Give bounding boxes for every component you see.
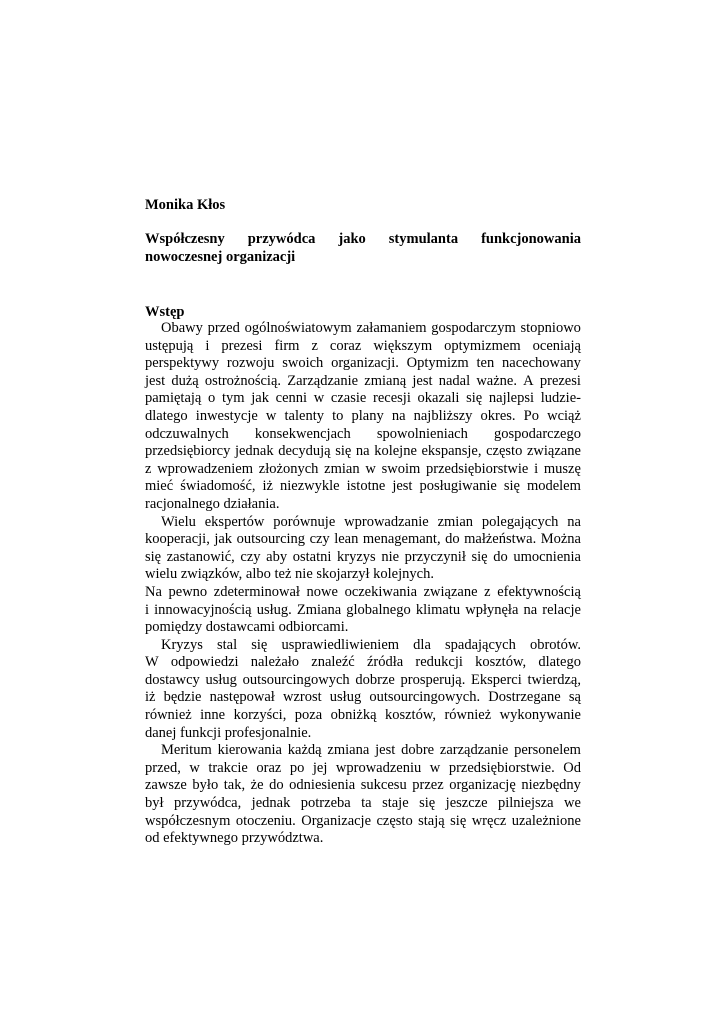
text-line: kooperacji, jak outsourcing czy lean menagemant, do małżeństwa. Można — [145, 531, 581, 548]
text-line: dostawcy usług outsourcingowych dobrze prosperują. Eksperci twierdzą, — [145, 671, 581, 688]
paragraph — [145, 637, 581, 743]
text-line: pomiędzy dostawcami odbiorcami. — [145, 619, 349, 636]
text-line: współczesnym otoczeniu. Organizacje często stają się wręcz uzależnione — [145, 812, 581, 829]
text-line: ustępują i prezesi firm z coraz większym optymizmem oceniają — [145, 337, 581, 354]
paragraph — [145, 514, 581, 584]
text-line: W odpowiedzi należało znaleźć źródła redukcji kosztów, dlatego — [145, 654, 581, 671]
body-text — [145, 320, 581, 848]
text-line: Meritum kierowania każdą zmiana jest dobre zarządzanie personelem — [161, 742, 581, 759]
text-line: przed, w trakcie oraz po jej wprowadzeniu w przedsiębiorstwie. Od — [145, 759, 581, 776]
text-line: dlatego inwestycje w talenty to plany na najbliższy okres. Po wciąż — [145, 407, 581, 424]
title-line-1: Współczesny przywódca jako stymulanta funkcjonowania — [145, 231, 581, 247]
text-line: danej funkcji profesjonalnie. — [145, 724, 312, 741]
text-line: się zastanowić, czy aby ostatni kryzys nie przyczynił się do umocnienia — [145, 548, 581, 565]
paragraph — [145, 584, 581, 637]
text-line: racjonalnego działania. — [145, 495, 280, 512]
author-name: Monika Kłos — [145, 197, 226, 213]
title-line-2: nowoczesnej organizacji — [145, 249, 296, 265]
paragraph — [145, 742, 581, 848]
text-line: pamiętają o tym jak cenni w czasie recesji okazali się najlepsi ludzie- — [145, 390, 581, 407]
text-line: od efektywnego przywództwa. — [145, 830, 324, 847]
text-line: również inne korzyści, poza obniżką kosztów, również wykonywanie — [145, 707, 581, 724]
text-line: jest dużą ostrożnością. Zarządzanie zmianą jest nadal ważne. A prezesi — [145, 372, 581, 389]
section-heading: Wstęp — [145, 304, 185, 320]
text-line: i innowacyjnością usług. Zmiana globalnego klimatu wpłynęła na relacje — [145, 601, 581, 618]
text-line: Kryzys stal się usprawiedliwieniem dla spadających obrotów. — [161, 636, 581, 653]
text-line: perspektywy rozwoju swoich organizacji. Optymizm ten nacechowany — [145, 355, 581, 372]
text-line: mieć świadomość, iż niezwykle istotne jest posługiwanie się modelem — [145, 478, 581, 495]
text-line: był przywódca, jednak potrzeba ta staje się jeszcze pilniejsza we — [145, 795, 581, 812]
paragraph — [145, 320, 581, 514]
text-line: Obawy przed ogólnoświatowym załamaniem gospodarczym stopniowo — [161, 320, 581, 336]
paper-title — [145, 230, 581, 266]
text-line: wielu związków, albo też nie skojarzył kolejnych. — [145, 566, 434, 583]
text-line: Na pewno zdeterminował nowe oczekiwania związane z efektywnością — [145, 583, 581, 600]
text-line: zawsze było tak, że do odniesienia sukcesu przez organizację niezbędny — [145, 777, 581, 794]
text-line: iż będzie następował wzrost usług outsourcingowych. Dostrzegane są — [145, 689, 581, 706]
text-line: odczuwalnych konsekwencjach spowolnieniach gospodarczego — [145, 425, 581, 442]
text-line: Wielu ekspertów porównuje wprowadzanie zmian polegających na — [161, 513, 581, 530]
text-line: przedsiębiorcy jednak decydują się na kolejne ekspansje, często związane — [145, 443, 581, 460]
text-line: z wprowadzeniem złożonych zmian w swoim przedsiębiorstwie i muszę — [145, 460, 581, 477]
